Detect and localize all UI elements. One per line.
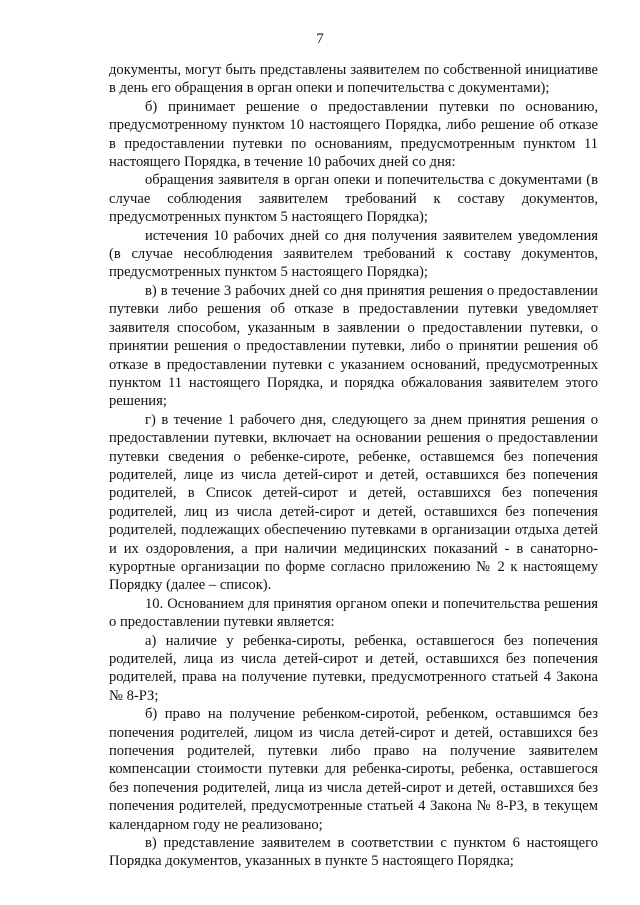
paragraph-notice-expiry: истечения 10 рабочих дней со дня получения заявителем уведомления (в случае несоблюдения заявителем требований к составу документов, предусмотренных пунктом 5 настоящего Порядка); [109, 227, 598, 281]
paragraph-b-not-realized: б) право на получение ребенком-сиротой, ребенком, оставшимся без попечения родителей, лицом из числа детей-сирот и детей, оставшихся без попечения родителей, путевки либо право на получение заявителем компенсации стоимости путевки для ребенка-сироты, ребенка, оставшегося без попечения родителей, лица из числа детей-сирот и детей, оставшихся без попечения родителей, предусмотренные статьей 4 Закона № 8-РЗ, в текущем календарном году не реализовано; [109, 706, 598, 833]
document-body [109, 61, 598, 871]
page-number: 7 [316, 31, 324, 47]
paragraph-g-list-inclusion: г) в течение 1 рабочего дня, следующего за днем принятия решения о предоставлении путевки, включает на основании решения о предоставлении путевки сведения о ребенке-сироте, ребенке, оставшемся без попечения родителей, лице из числа детей-сирот и детей, оставшихся без попечения родителей, в Список детей-сирот и детей, оставшихся без попечения родителей, лиц из числа детей-сирот и детей, оставшихся без попечения родителей, подлежащих обеспечению путевками в организации отдыха детей и их оздоровления, а при наличии медицинских показаний - в санаторно-курортные организации по форме согласно приложению № 2 к настоящему Порядку (далее – список). [109, 411, 598, 594]
paragraph-a-right: а) наличие у ребенка-сироты, ребенка, оставшегося без попечения родителей, лица из числа детей-сирот и детей, оставшихся без попечения родителей, права на получение путевки, предусмотренного статьей 4 Закона № 8-РЗ; [109, 632, 598, 704]
paragraph-v-documents-submitted: в) представление заявителем в соответствии с пунктом 6 настоящего Порядка документов, указанных в пункте 5 настоящего Порядка; [109, 835, 598, 870]
paragraph-applicant-appeal: обращения заявителя в орган опеки и попечительства с документами (в случае соблюдения заявителем требований к составу документов, предусмотренных пунктом 5 настоящего Порядка); [109, 172, 598, 226]
paragraph-v-notification: в) в течение 3 рабочих дней со дня принятия решения о предоставлении путевки либо решения об отказе в предоставлении путевки уведомляет заявителя способом, указанным в заявлении о предоставлении путевки, о принятии решения о предоставлении путевки, либо о принятии решения об отказе в предоставлении путевки с указанием оснований, предусмотренных пунктом 11 настоящего Порядка, и порядка обжалования заявителем этого решения; [109, 282, 598, 410]
paragraph-documents-initiative: документы, могут быть представлены заявителем по собственной инициативе в день его обращения в орган опеки и попечительства с документами); [109, 62, 598, 97]
paragraph-10-grounds: 10. Основанием для принятия органом опеки и попечительства решения о предоставлении путевки является: [109, 595, 598, 631]
paragraph-b-decision: б) принимает решение о предоставлении путевки по основанию, предусмотренному пунктом 10 настоящего Порядка, либо решение об отказе в предоставлении путевки по основаниям, предусмотренным пунктом 11 настоящего Порядка, в течение 10 рабочих дней со дня: [109, 98, 598, 171]
